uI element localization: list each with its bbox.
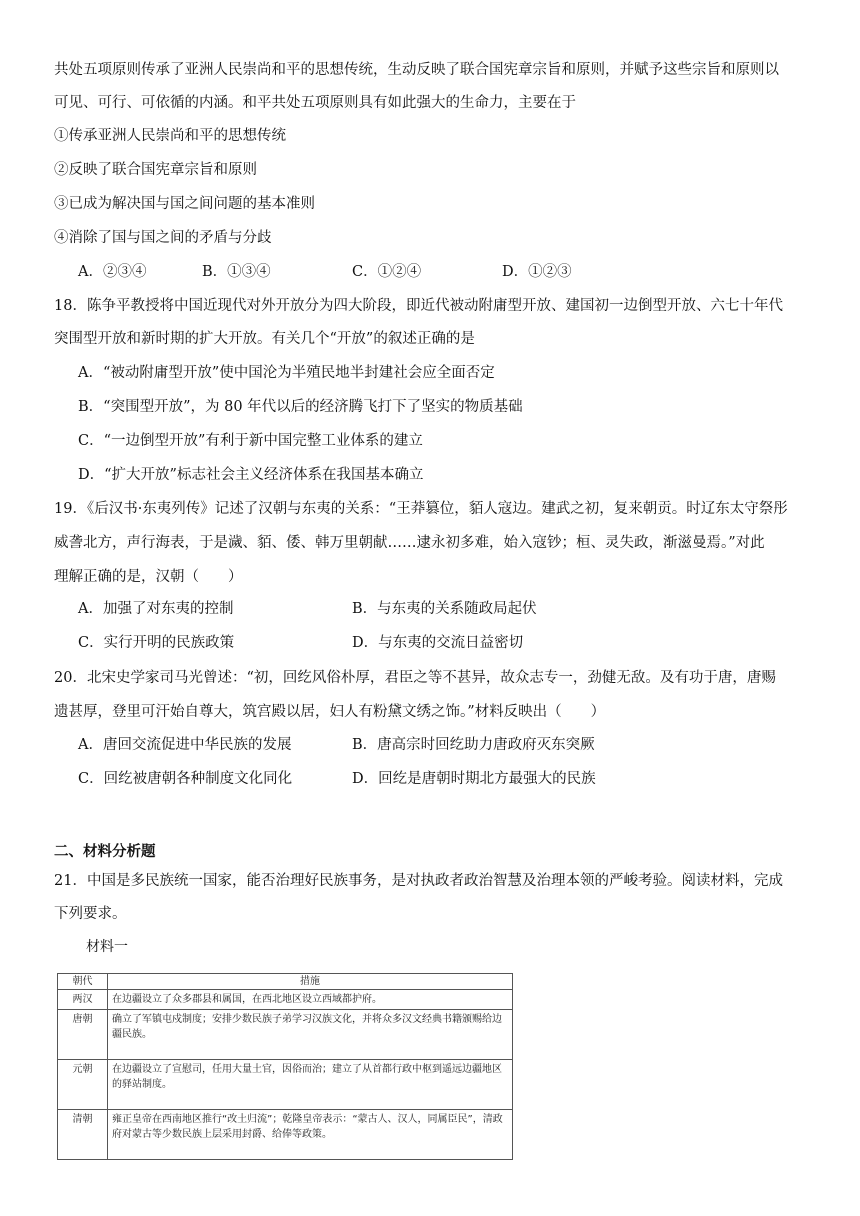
table-cell-measure: 雍正皇帝在西南地区推行“改土归流”；乾隆皇帝表示：“蒙古人、汉人，同属臣民”，清政府对蒙古等少数民族上层采用封爵、给俸等政策。: [108, 1110, 513, 1160]
table-cell-era: 唐朝: [58, 1010, 108, 1060]
q17-option-d[interactable]: D．①②③: [502, 264, 572, 280]
q18-option-c[interactable]: C．“一边倒型开放”有利于新中国完整工业体系的建立: [78, 433, 423, 449]
table-row: [58, 1060, 513, 1110]
q17-item-2: ②反映了联合国宪章宗旨和原则: [54, 162, 257, 178]
q17-option-a[interactable]: A．②③④: [78, 264, 147, 280]
q17-item-4: ④消除了国与国之间的矛盾与分歧: [54, 230, 272, 246]
q20-option-b[interactable]: B．唐高宗时回纥助力唐政府灭东突厥: [352, 737, 595, 753]
q19-option-c[interactable]: C．实行开明的民族政策: [78, 635, 235, 651]
q17-option-b[interactable]: B．①③④: [202, 264, 271, 280]
q18-stem-line-2: 突围型开放和新时期的扩大开放。有关几个“开放”的叙述正确的是: [54, 331, 475, 347]
q17-stem-line-2: 可见、可行、可依循的内涵。和平共处五项原则具有如此强大的生命力，主要在于: [54, 95, 576, 111]
table-cell-measure: 在边疆设立了宣慰司，任用大量土官，因俗而治；建立了从首都行政中枢到遥远边疆地区的驿站制度。: [108, 1060, 513, 1110]
table-header-measure: 措施: [108, 974, 513, 990]
table-row: [58, 990, 513, 1010]
table-header-era: 朝代: [58, 974, 108, 990]
q20-options-row-1: [78, 735, 820, 755]
q18-option-d[interactable]: D．“扩大开放”标志社会主义经济体系在我国基本确立: [78, 467, 424, 483]
table-row: [58, 1110, 513, 1160]
section-heading: 二、材料分析题: [54, 843, 156, 860]
q17-options: [78, 262, 820, 282]
q19-stem-line-1: 19．《后汉书·东夷列传》记述了汉朝与东夷的关系：“王莽篡位，貊人寇边。建武之初，复来朝贡。时辽东太守祭彤: [54, 501, 788, 517]
q20-stem-line-2: 遗甚厚，登里可汗始自尊大，筑宫殿以居，妇人有粉黛文绣之饰。”材料反映出（ ）: [54, 704, 606, 720]
q17-item-3: ③已成为解决国与国之间问题的基本准则: [54, 196, 315, 212]
q17-option-c[interactable]: C．①②④: [352, 264, 422, 280]
q19-option-d[interactable]: D．与东夷的交流日益密切: [352, 635, 524, 651]
q19-option-a[interactable]: A．加强了对东夷的控制: [78, 601, 234, 617]
q20-options-row-2: [78, 769, 820, 789]
q19-stem-line-3: 理解正确的是，汉朝（ ）: [54, 569, 243, 585]
q19-option-b[interactable]: B．与东夷的关系随政局起伏: [352, 601, 537, 617]
q17-item-1: ①传承亚洲人民崇尚和平的思想传统: [54, 128, 286, 144]
table-cell-era: 元朝: [58, 1060, 108, 1110]
table-cell-era: 清朝: [58, 1110, 108, 1160]
material-caption: 材料一: [86, 939, 128, 955]
q20-option-c[interactable]: C．回纥被唐朝各种制度文化同化: [78, 771, 293, 787]
table-header-row: [58, 974, 513, 990]
q19-options-row-1: [78, 599, 820, 619]
q19-options-row-2: [78, 633, 820, 653]
q21-stem-line-2: 下列要求。: [54, 906, 127, 922]
table-cell-measure: 在边疆设立了众多郡县和属国，在西北地区设立西域都护府。: [108, 990, 513, 1010]
q20-option-d[interactable]: D．回纥是唐朝时期北方最强大的民族: [352, 771, 596, 787]
q18-stem-line-1: 18．陈争平教授将中国近现代对外开放分为四大阶段，即近代被动附庸型开放、建国初一边倒型开放、六七十年代: [54, 298, 783, 314]
q18-option-a[interactable]: A．“被动附庸型开放”使中国沦为半殖民地半封建社会应全面否定: [78, 365, 495, 381]
table-cell-era: 两汉: [58, 990, 108, 1010]
table-row: [58, 1010, 513, 1060]
q19-stem-line-2: 威詟北方，声行海表，于是濊、貊、倭、韩万里朝献……逮永初多难，始入寇钞；桓、灵失政，渐滋曼焉。”对此: [54, 535, 765, 551]
q17-stem-line-1: 共处五项原则传承了亚洲人民崇尚和平的思想传统，生动反映了联合国宪章宗旨和原则，并赋予这些宗旨和原则以: [54, 62, 779, 78]
q20-option-a[interactable]: A．唐回交流促进中华民族的发展: [78, 737, 292, 753]
q18-option-b[interactable]: B．“突围型开放”，为 80 年代以后的经济腾飞打下了坚实的物质基础: [78, 399, 523, 415]
measures-table: [57, 973, 513, 1160]
q20-stem-line-1: 20．北宋史学家司马光曾述：“初，回纥风俗朴厚，君臣之等不甚异，故众志专一，劲健无敌。及有功于唐，唐赐: [54, 670, 776, 686]
table-cell-measure: 确立了军镇屯戍制度；安排少数民族子弟学习汉族文化，并将众多汉文经典书籍颁赐给边疆民族。: [108, 1010, 513, 1060]
q21-stem-line-1: 21．中国是多民族统一国家，能否治理好民族事务，是对执政者政治智慧及治理本领的严峻考验。阅读材料，完成: [54, 873, 783, 889]
